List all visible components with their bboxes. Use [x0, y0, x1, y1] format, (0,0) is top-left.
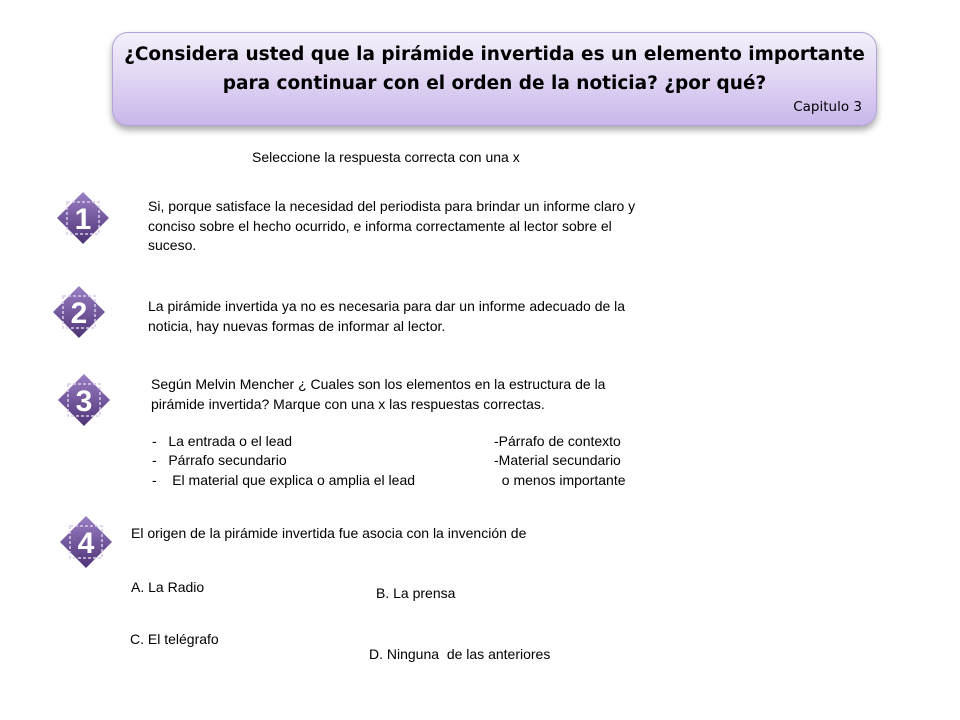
question-4-text: El origen de la pirámide invertida fue asocia con la invención de	[131, 525, 527, 541]
badge-number: 1	[74, 203, 92, 236]
badge-number: 3	[75, 385, 93, 418]
number-badge-4	[58, 514, 114, 570]
question-3-text: Según Melvin Mencher ¿ Cuales son los elementos en la estructura de la pirámide invertida? Marque con una x las respuestas correctas.	[151, 376, 606, 412]
q4-answer-c[interactable]: C. El telégrafo	[130, 631, 219, 647]
title-box	[112, 32, 877, 126]
q3-option-right-3[interactable]: o menos importante	[494, 472, 626, 488]
q4-answer-d[interactable]: D. Ninguna de las anteriores	[369, 646, 551, 662]
page-title	[113, 40, 876, 98]
q3-option-left-3[interactable]: - El material que explica o amplia el lead	[152, 472, 416, 488]
title-line-1: ¿Considera usted que la pirámide invertida es un elemento importante	[124, 44, 865, 65]
title-line-2: para continuar con el orden de la noticia? ¿por qué?	[222, 73, 767, 94]
q4-answer-b[interactable]: B. La prensa	[376, 585, 456, 601]
number-badge-1	[55, 190, 111, 246]
q3-option-right-1[interactable]: -Párrafo de contexto	[494, 433, 621, 449]
badge-number: 4	[77, 527, 95, 560]
badge-number: 2	[70, 297, 88, 330]
q3-option-left-1[interactable]: - La entrada o el lead	[152, 433, 293, 449]
number-badge-2	[51, 284, 107, 340]
question-1-text: Si, porque satisface la necesidad del periodista para brindar un informe claro y conciso sobre el hecho ocurrido, e informa correctamente al lector sobre el suceso.	[148, 198, 636, 253]
q3-option-left-2[interactable]: - Párrafo secundario	[152, 452, 287, 468]
number-badge-3	[56, 372, 112, 428]
question-2-text: La pirámide invertida ya no es necesaria para dar un informe adecuado de la noticia, hay nuevas formas de informar al lector.	[148, 298, 626, 334]
q3-option-right-2[interactable]: -Material secundario	[494, 452, 621, 468]
instruction-text: Seleccione la respuesta correcta con una x	[252, 149, 520, 165]
chapter-label: Capitulo 3	[793, 99, 862, 115]
q4-answer-a[interactable]: A. La Radio	[131, 579, 205, 595]
